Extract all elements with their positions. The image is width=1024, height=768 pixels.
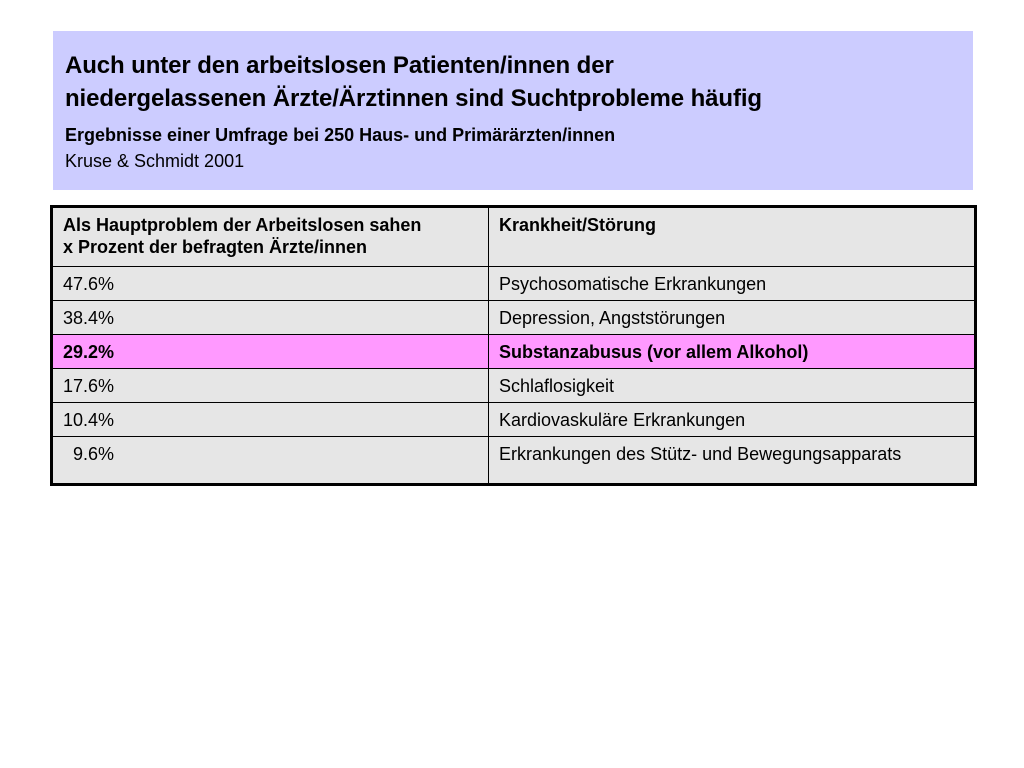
table-row	[52, 437, 976, 485]
results-table	[50, 205, 977, 486]
title-line-2: niedergelassenen Ärzte/Ärztinnen sind Suchtprobleme häufig	[65, 85, 762, 112]
table-row	[52, 301, 976, 335]
title-line-1: Auch unter den arbeitslosen Patienten/innen der	[65, 52, 614, 79]
table-row	[52, 403, 976, 437]
header-box	[53, 31, 973, 190]
source-citation: Kruse & Schmidt 2001	[65, 151, 245, 171]
cell-condition: Substanzabusus (vor allem Alkohol)	[489, 335, 976, 369]
cell-percent: 29.2%	[52, 335, 489, 369]
table-row	[52, 369, 976, 403]
cell-condition: Psychosomatische Erkrankungen	[489, 267, 976, 301]
header-percent	[52, 207, 489, 267]
cell-condition: Depression, Angststörungen	[489, 301, 976, 335]
table-row	[52, 267, 976, 301]
results-table-wrapper	[50, 205, 974, 486]
header-percent-line-1: Als Hauptproblem der Arbeitslosen sahen	[63, 215, 422, 235]
header-condition: Krankheit/Störung	[489, 207, 976, 267]
slide-subtitle: Ergebnisse einer Umfrage bei 250 Haus- und Primärärzten/innen	[65, 125, 616, 145]
cell-percent: 10.4%	[52, 403, 489, 437]
table-row-highlighted	[52, 335, 976, 369]
cell-condition: Schlaflosigkeit	[489, 369, 976, 403]
cell-percent: 47.6%	[52, 267, 489, 301]
cell-condition: Erkrankungen des Stütz- und Bewegungsapparats	[489, 437, 976, 485]
cell-percent: 17.6%	[52, 369, 489, 403]
cell-percent: 38.4%	[52, 301, 489, 335]
slide-title	[65, 49, 973, 115]
cell-condition: Kardiovaskuläre Erkrankungen	[489, 403, 976, 437]
table-header-row	[52, 207, 976, 267]
cell-percent: 9.6%	[52, 437, 489, 485]
header-percent-line-2: x Prozent der befragten Ärzte/innen	[63, 237, 368, 257]
